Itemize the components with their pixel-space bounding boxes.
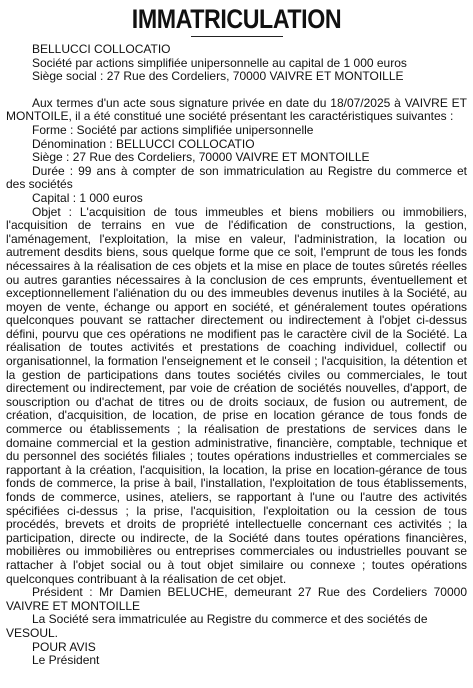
- paragraph-gap: [6, 84, 467, 97]
- denomination-line: Dénomination : BELLUCCI COLLOCATIO: [32, 136, 255, 151]
- company-name: BELLUCCI COLLOCATIO: [32, 42, 171, 56]
- registre-line: La Société sera immatriculée au Registre du commerce et des sociétés de VESOUL.: [6, 612, 428, 640]
- notice-title: IMMATRICULATION: [131, 4, 342, 34]
- title-divider: [191, 36, 283, 37]
- intro-paragraph: Aux termes d'un acte sous signature privée en date du 18/07/2025 à VAIVRE ET MONTOILE, il a été constitué une société présentant les caractéristiques suivantes :: [6, 95, 467, 124]
- siege-line: Siège : 27 Rue des Cordeliers, 70000 VAIVRE ET MONTOILLE: [32, 150, 370, 165]
- signature-line: Le Président: [32, 653, 100, 668]
- company-siege-line: Siège social : 27 Rue des Cordeliers, 70000 VAIVRE ET MONTOILLE: [32, 69, 404, 84]
- notice-body: [6, 43, 467, 668]
- company-capital-line: Société par actions simplifiée unipersonnelle au capital de 1 000 euros: [32, 55, 407, 70]
- president-line: Président : Mr Damien BELUCHE, demeurant 27 Rue des Cordeliers 70000 VAIVRE ET MONTOILLE: [6, 585, 467, 613]
- objet-paragraph: Objet : L'acquisition de tous immeubles et biens mobiliers ou immobiliers, l'acquisition de terrains en vue de l'édification de constructions, la gestion, l'aménagement, l'exploitation, la mise en valeur, l'administration, la location ou autrement desdits biens, sous quelque forme que ce soit, l'emprunt de tous les fonds nécessaires à la réalisation de ces objets et la mise en place de toutes sûretés réelles ou autres garanties nécessaires à la conclusion de ces emprunts, éventuellement et exceptionnellement l'aliénation du ou des immeubles devenus inutiles à la Société, au moyen de vente, échange ou apport en société, et généralement toutes opérations quelconques pouvant se rattacher directement ou indirectement à l'objet ci-dessus défini, pourvu que ces opérations ne modifient pas le caractère civil de la Société. La réalisation de toutes activités et prestations de coaching individuel, collectif ou organisationnel, la formation l'enseignement et le conseil ; l'acquisition, la détention et la gestion de participations dans toutes sociétés civiles ou commerciales, le tout directement ou indirectement, par voie de création de sociétés nouvelles, d'apport, de souscription ou d'achat de titres ou de droits sociaux, de fusion ou autrement, de création, d'acquisition, de location, de prise en location gérance de tous fonds de commerce ou établissements ; la réalisation de prestations de services dans le domaine commercial et la gestion administrative, financière, comptable, technique et du personnel des sociétés filiales ; toutes opérations industrielles et commerciales se rapportant à la création, l'acquisition, la location, la prise en location-gérance de tous fonds de commerce, la prise à bail, l'installation, l'exploitation de tous établissements, fonds de commerce, usines, ateliers, se rapportant à l'une ou l'autre des activités spécifiées ci-dessus ; la prise, l'acquisition, l'exploitation ou la cession de tous procédés, brevets et droits de propriété intellectuelle concernant ces activités ; la participation, directe ou indirecte, de la Société dans toutes opérations financières, mobilières ou immobilières ou entreprises commerciales ou industrielles pouvant se rattacher à l'objet social ou à tout objet similaire ou connexe ; toutes opérations quelconques contribuant à la réalisation de cet objet.: [6, 204, 467, 586]
- pour-avis-line: POUR AVIS: [32, 639, 96, 654]
- forme-line: Forme : Société par actions simplifiée unipersonnelle: [32, 122, 314, 137]
- duree-line: Durée : 99 ans à compter de son immatriculation au Registre du commerce et des sociétés: [6, 163, 467, 192]
- capital-line: Capital : 1 000 euros: [32, 190, 143, 205]
